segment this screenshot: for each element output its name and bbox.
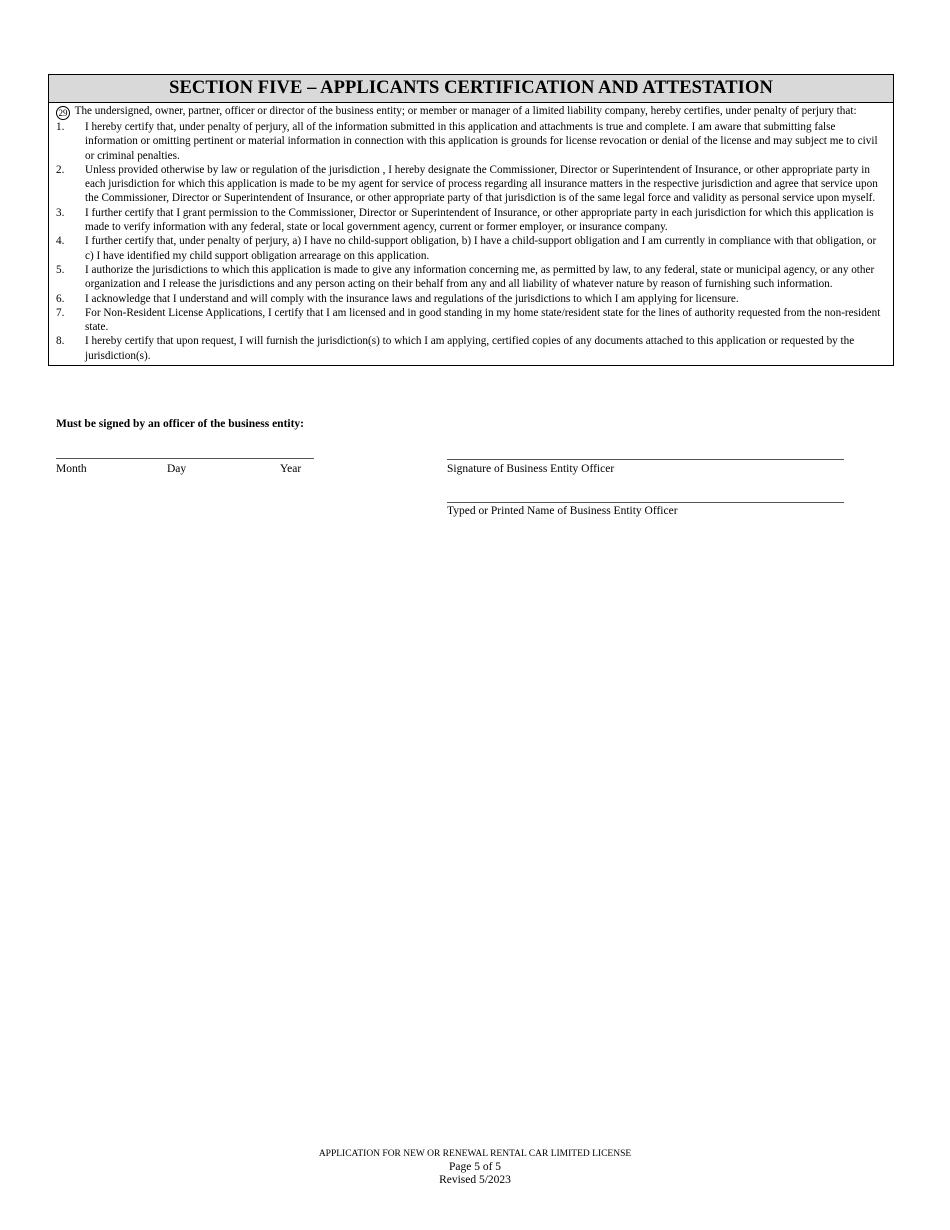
date-line[interactable]	[56, 458, 314, 459]
item-number: 3.	[56, 206, 65, 219]
certification-intro	[56, 104, 887, 120]
page-number: Page 5 of 5	[448, 1161, 502, 1173]
item-number: 7.	[56, 306, 65, 319]
item-text: For Non-Resident License Applications, I certify that I am licensed and in good standing in my home state/resident state for the lines of authority requested from the non-resident state.	[85, 306, 881, 334]
item-text: I further certify that I grant permission to the Commissioner, Director or Superintendent of Insurance, or other appropriate party in each jurisdiction for which this application is made to verify information with any federal, state or local government agency, current or former employer, or insurance company.	[85, 206, 874, 234]
item-text: I acknowledge that I understand and will comply with the insurance laws and regulations of the jurisdictions to which I am applying for licensure.	[85, 292, 739, 305]
question-number-badge: 29	[56, 106, 70, 120]
item-text: I hereby certify that upon request, I will furnish the jurisdiction(s) to which I am applying, certified copies of any documents attached to this application or requested by the jurisdiction(s).	[85, 335, 855, 362]
item-number: 2.	[56, 163, 65, 176]
list-item	[56, 334, 887, 363]
signature-heading: Must be signed by an officer of the business entity:	[56, 418, 305, 430]
item-number: 1.	[56, 121, 65, 133]
printed-name-label: Typed or Printed Name of Business Entity Officer	[447, 505, 678, 517]
item-number: 4.	[56, 235, 65, 248]
year-label: Year	[280, 463, 302, 475]
section-title: SECTION FIVE – APPLICANTS CERTIFICATION AND ATTESTATION	[49, 75, 893, 103]
intro-text: The undersigned, owner, partner, officer or director of the business entity; or member or manager of a limited liability company, hereby certifies, under penalty of perjury that:	[74, 105, 857, 117]
item-text: I further certify that, under penalty of perjury, a) I have no child-support obligation, b) I have a child-support obligation and I am currently in compliance with that obligation, or c) I have identified my child support obligation arrearage on this application.	[85, 235, 877, 262]
list-item	[56, 163, 887, 206]
list-item	[56, 306, 887, 335]
item-text: I authorize the jurisdictions to which this application is made to give any information concerning me, as permitted by law, to any federal, state or municipal agency, or any other organization and I release the jurisdictions and any person acting on their behalf from any and all liability of whatever nature by reason of furnishing such information.	[85, 263, 875, 291]
list-item	[56, 263, 887, 292]
certification-body	[49, 103, 893, 365]
list-item	[56, 120, 887, 163]
list-item	[56, 206, 887, 235]
item-number: 5.	[56, 263, 65, 276]
item-number: 8.	[56, 335, 65, 348]
day-label: Day	[167, 463, 187, 475]
form-title: APPLICATION FOR NEW OR RENEWAL RENTAL CAR LIMITED LICENSE	[318, 1149, 632, 1159]
item-text: I hereby certify that, under penalty of perjury, all of the information submitted in this application and attachments is true and complete. I am aware that submitting false information or omitting pertinent or material information in connection with this application is grounds for license revocation or denial of the license and may subject me to civil or criminal penalties.	[85, 121, 878, 162]
item-text: Unless provided otherwise by law or regulation of the jurisdiction , I hereby designate the Commissioner, Director or Superintendent of Insurance, or other appropriate party in each jurisdiction for which this application is made to be my agent for service of process regarding all insurance matters in the respective jurisdiction and agree that service upon the Commissioner, Director or Superintendent of Insurance, or other appropriate party of that jurisdiction is of the same legal force and validity as personal service upon myself.	[85, 163, 878, 205]
item-number: 6.	[56, 292, 65, 305]
list-item	[56, 292, 887, 306]
list-item	[56, 234, 887, 263]
signature-line[interactable]	[447, 459, 844, 460]
page-footer	[0, 1148, 950, 1187]
month-label: Month	[56, 463, 87, 475]
revision-date: Revised 5/2023	[439, 1174, 511, 1186]
section-five-box	[48, 74, 894, 366]
printed-name-line[interactable]	[447, 502, 844, 503]
certification-list	[56, 120, 887, 363]
signature-label: Signature of Business Entity Officer	[447, 463, 615, 475]
